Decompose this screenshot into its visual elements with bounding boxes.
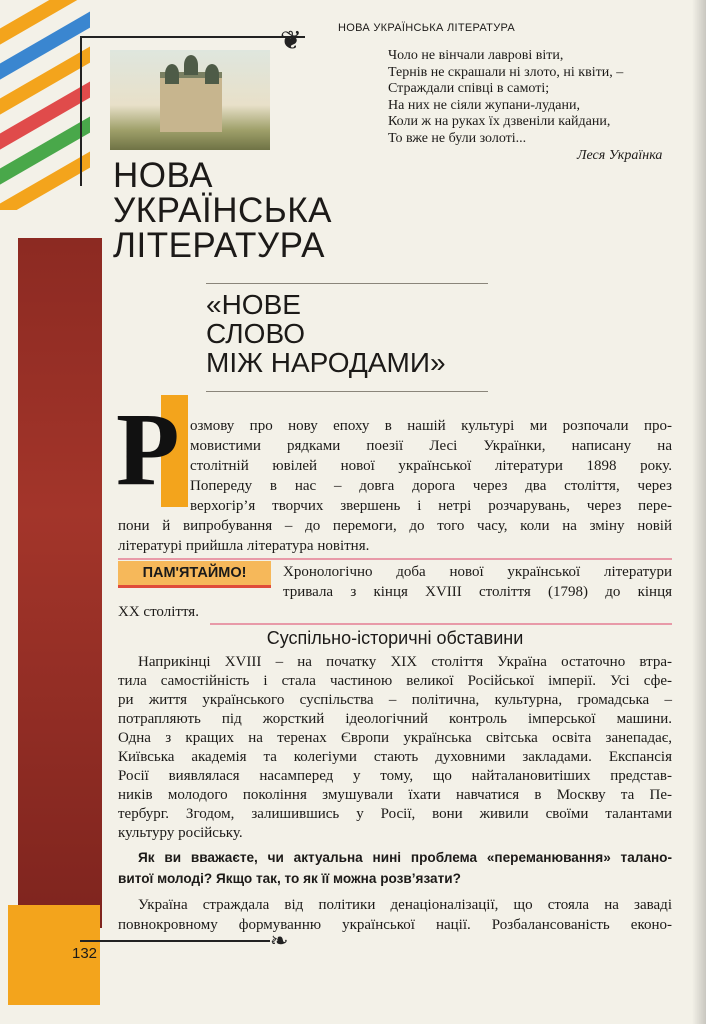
monastery-illustration: [110, 50, 270, 150]
text-line: Україна страждала від політики денаціоналізації, що стояла на заваді: [138, 897, 672, 913]
poem-line: Коли ж на руках їх дзвеніли кайдани,: [388, 114, 611, 129]
running-head: НОВА УКРАЇНСЬКА ЛІТЕРАТУРА: [338, 22, 516, 34]
title-line: УКРАЇНСЬКА: [113, 191, 332, 230]
flourish-ornament-icon: ❧: [270, 928, 289, 953]
text-line: тила самостійність і стала частиною великої Російської імперії. Усі сфе-: [118, 673, 672, 689]
remember-top-line: [118, 558, 672, 560]
remember-line: XX століття.: [118, 604, 199, 620]
divider: [206, 391, 488, 392]
poem-line: Тернів не скрашали ні злото, ні квіти, –: [388, 64, 624, 80]
text-line: Одна з кращих на теренах Європи українська світська освіта занепадає,: [118, 730, 672, 746]
intro-line: столітній ювілей нової української літератури 1898 року.: [190, 458, 672, 474]
drop-cap: Р: [116, 392, 180, 507]
poem-line: То вже не були золоті...: [388, 130, 527, 146]
page-gutter-shadow: [692, 0, 706, 1024]
poem-line: Чоло не вінчали лаврові віти,: [388, 48, 564, 63]
frame-line-left: [80, 36, 82, 186]
section-subtitle: [206, 290, 446, 377]
section-heading: Суспільно-історичні обставини: [266, 628, 524, 648]
subtitle-line: МІЖ НАРОДАМИ»: [206, 347, 446, 378]
remember-label: ПАМ'ЯТАЙМО!: [118, 561, 271, 588]
text-line: потрапляють під жорсткий ідеологічний контроль імперської машини.: [118, 711, 672, 727]
frame-line-bottom: [80, 940, 270, 942]
text-line: культуру російську.: [118, 825, 243, 841]
poem-line: На них не сіяли жупани-лудани,: [388, 97, 580, 113]
question-line: витої молоді? Якщо так, то як її можна розв’язати?: [118, 871, 461, 886]
subtitle-line: «НОВЕ: [206, 289, 301, 320]
title-line: ЛІТЕРАТУРА: [113, 226, 325, 265]
calligraphy-margin-decoration: [18, 238, 102, 928]
flourish-ornament-icon: ❦: [280, 26, 302, 55]
intro-line: верхогір’я творчих звершень і нетрі розчарувань, через пере-: [190, 498, 672, 514]
chapter-title: [113, 158, 332, 263]
remember-line: Хронологічно доба нової української літератури: [283, 564, 672, 580]
frame-line-top: [80, 36, 305, 38]
text-line: ників молодого покоління змушували їхати навчатися в Москву та Пе-: [118, 787, 672, 803]
text-line: Київська академія та колегіуми стають духовними закладами. Експансія: [118, 749, 672, 765]
question-line: Як ви вважаєте, чи актуальна нині проблема «переманювання» талано-: [138, 850, 672, 865]
intro-line: літературі прийшла література новітня.: [118, 538, 370, 554]
remember-bottom-line: [210, 623, 672, 625]
page-number: 132: [72, 945, 98, 962]
epigraph-author: Леся Українка: [577, 148, 663, 163]
title-line: НОВА: [113, 156, 214, 195]
subtitle-line: СЛОВО: [206, 318, 305, 349]
decorative-stripes: [0, 0, 90, 210]
text-line: повнокровному формуванню української нації. Розбалансованість еконо-: [118, 917, 672, 933]
intro-line: пони й випробування – до перемоги, до того часу, коли на зміну новій: [118, 518, 672, 534]
intro-line: мовистими рядками поезії Лесі Українки, написану на: [190, 438, 672, 454]
text-line: Росії виявлялася насамперед у тому, що найталановитіших представ-: [118, 768, 672, 784]
intro-line: озмову про нову епоху в нашій культурі ми розпочали про-: [190, 418, 672, 434]
intro-line: Попереду в нас – довга дорога через два століття, через: [190, 478, 672, 494]
text-line: Наприкінці XVIII – на початку XIX століття Україна остаточно втра-: [138, 654, 672, 670]
epigraph-poem: [388, 48, 623, 147]
divider: [206, 283, 488, 284]
text-line: ри життя українського суспільства – політична, культурна, громадська –: [118, 692, 672, 708]
text-line: тербург. Згодом, залишившись у Росії, вони живили своїми талантами: [118, 806, 672, 822]
remember-line: тривала з кінця XVIII століття (1798) до кінця: [283, 584, 672, 600]
poem-line: Страждали співці в самоті;: [388, 81, 550, 96]
